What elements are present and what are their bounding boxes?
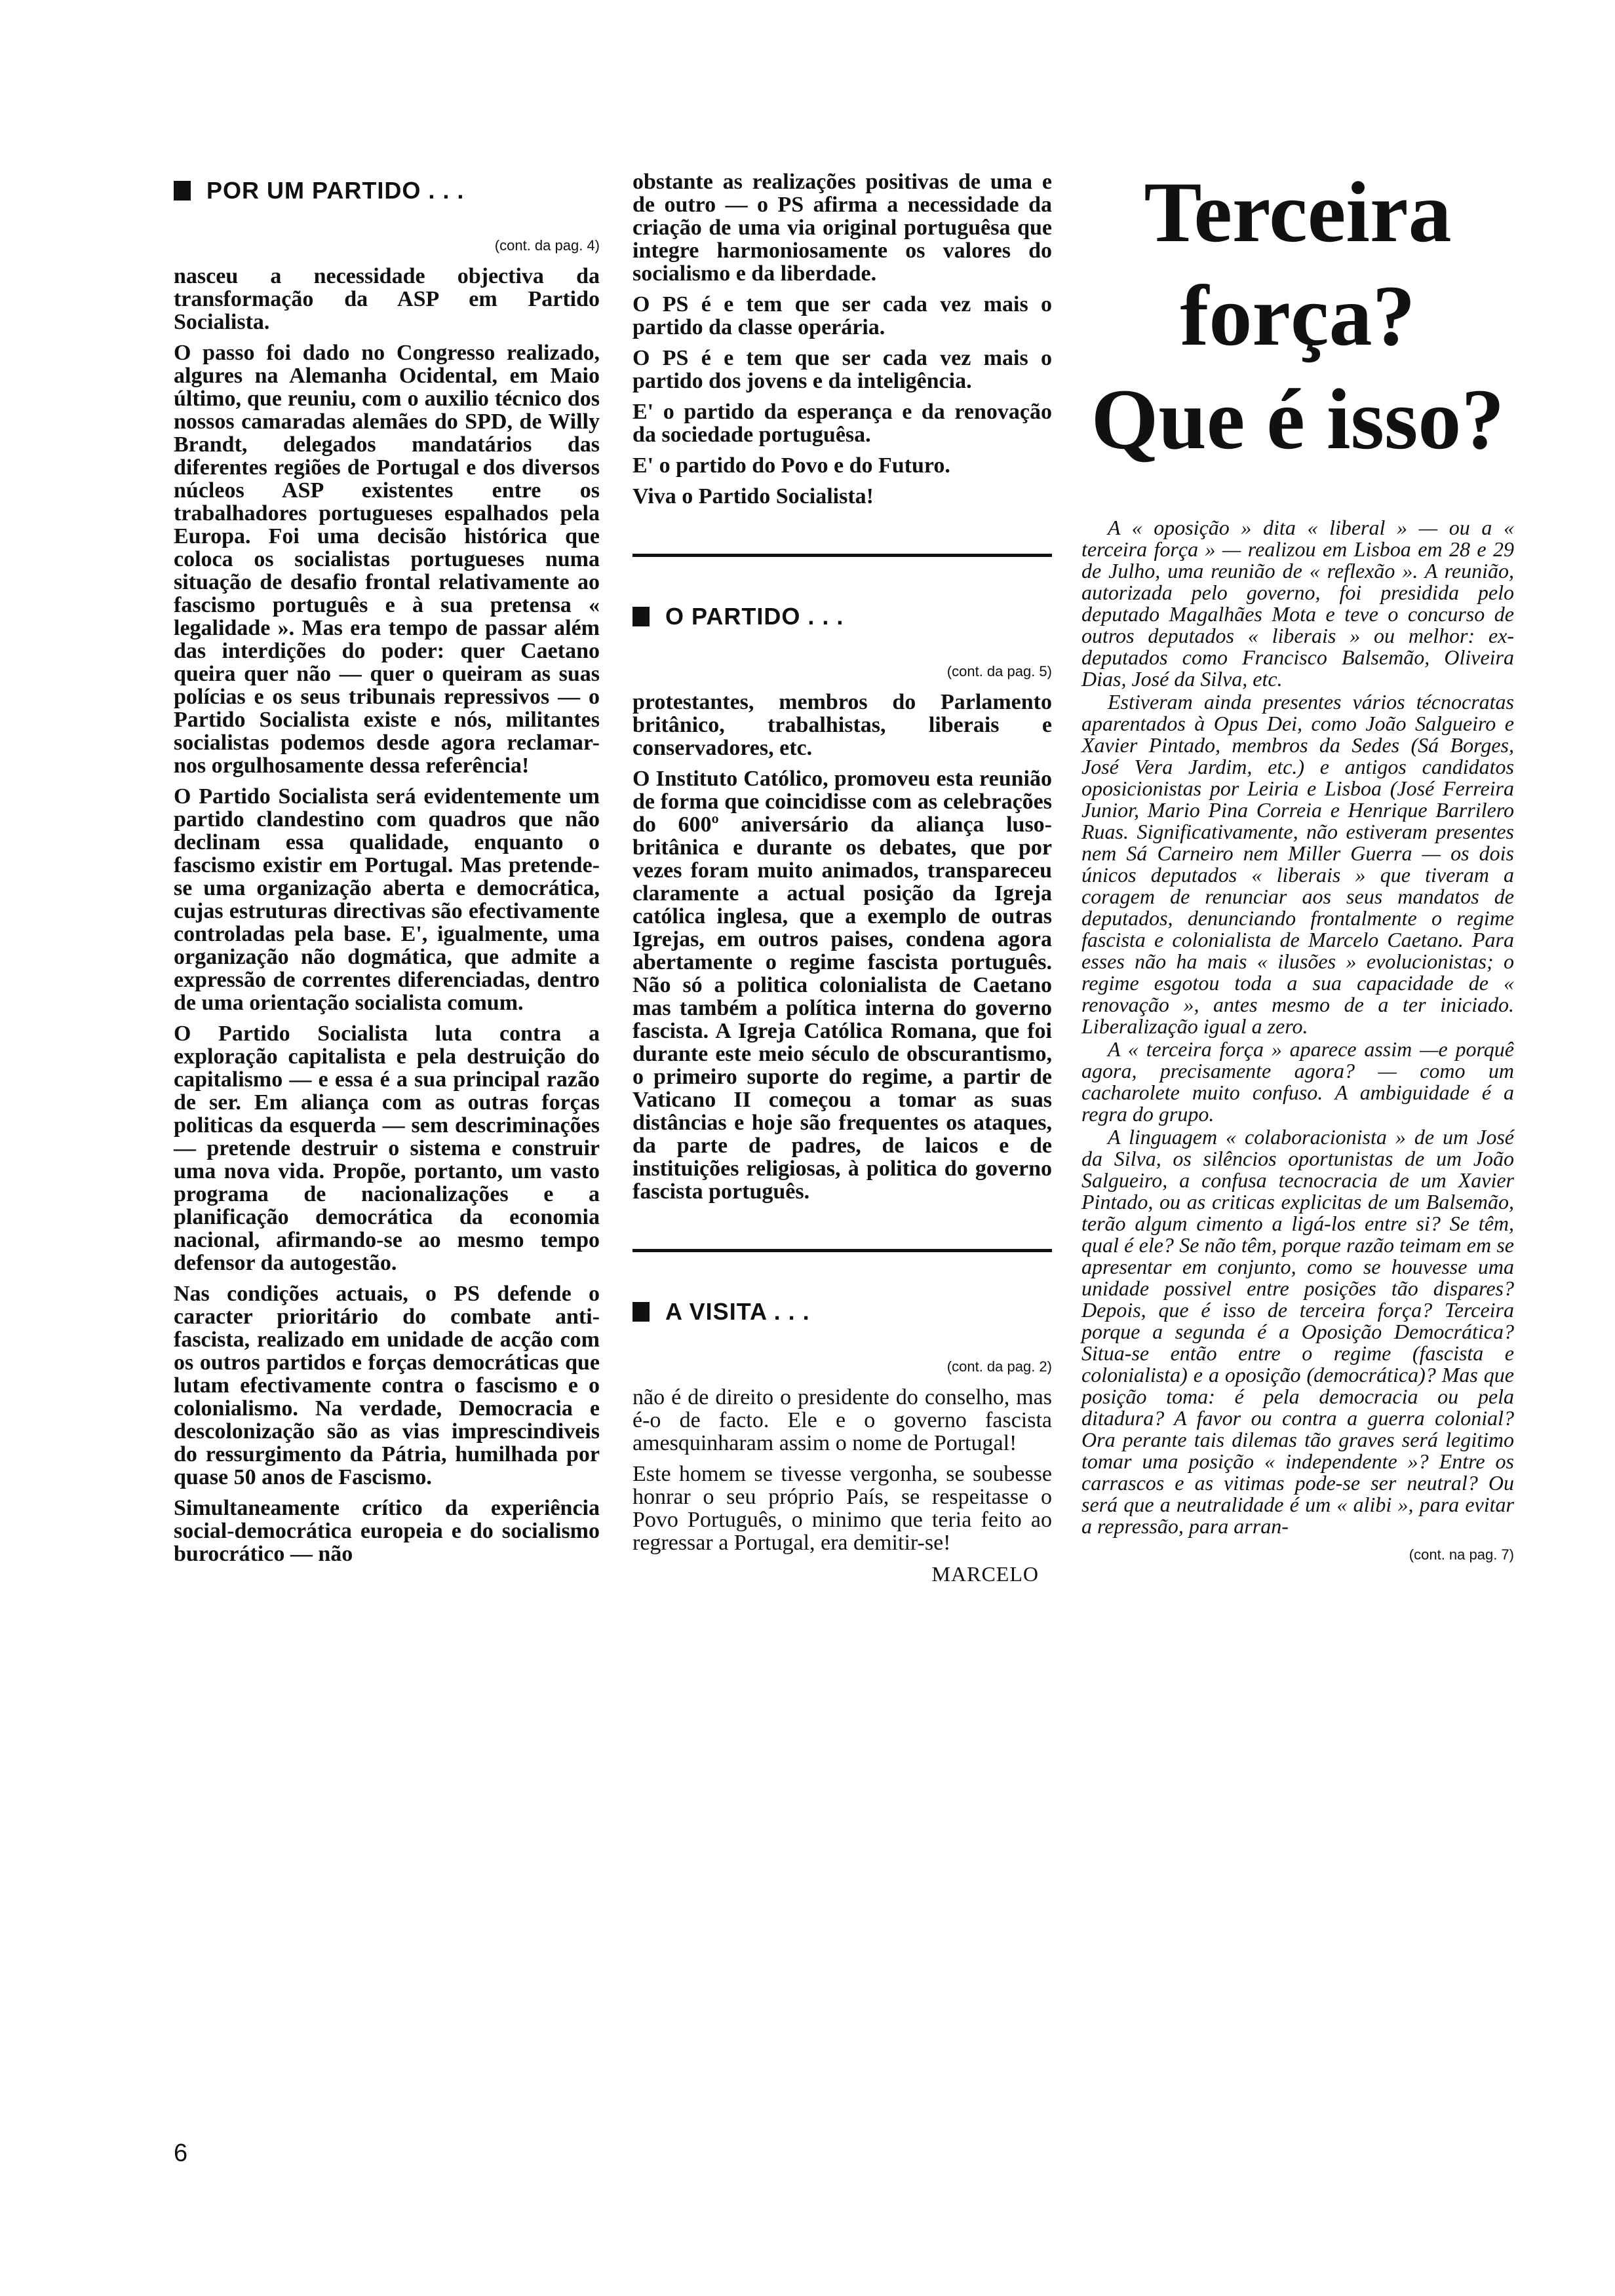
paragraph: O Instituto Católico, promoveu esta reunião de forma que coincidisse com as celebrações do 600º aniversário da aliança luso-britânica e durante os debates, que por vezes foram muito animados, transpareceu claramente a actual posição da Igreja católica inglesa, que a exemplo de outras Igrejas, em outros paises, condena agora abertamente o regime fascista português. Não só a politica colonialista de Caetano mas também a política interna do governo fascista. A Igreja Católica Romana, que foi durante este meio século de obscurantismo, o primeiro suporte do regime, a partir de Vaticano II começou a tomar as suas distâncias e hoje são frequentes os ataques, da parte de padres, de laicos e de instituições religiosas, à politica do governo fascista português. xyxy=(632,767,1052,1204)
paragraph: não é de direito o presidente do conselho, mas é-o de facto. Ele e o governo fascista amesquinharam assim o nome de Portugal! xyxy=(632,1385,1052,1455)
article-title xyxy=(1081,161,1514,471)
paragraph: O PS é e tem que ser cada vez mais o partido da classe operária. xyxy=(632,292,1052,339)
paragraph: Simultaneamente crítico da experiência social-democrática europeia e do socialismo burocrático — não xyxy=(174,1496,600,1566)
paragraph: Estiveram ainda presentes vários técnocratas aparentados à Opus Dei, como João Salgueiro e Xavier Pintado, membros da Sedes (Sá Borges, José Vera Jardim, etc.) e antigos candidatos oposicionistas por Leiria e Lisboa (José Ferreira Junior, Mario Pina Correia e Henrique Barrilero Ruas. Significativamente, não estiveram presentes nem Sá Carneiro nem Miller Guerra — os dois únicos deputados « liberais » que tiveram a coragem de renunciar aos seus mandatos de deputados, denunciando frontalmente o regime fascista e colonialista de Marcelo Caetano. Para esses não ha mais « ilusões » evolucionistas; o regime esgotou toda a sua capacidade de « renovação », antes mesmo de a ter iniciado. Liberalização igual a zero. xyxy=(1081,690,1514,1038)
section-heading-o-partido: O PARTIDO . . . xyxy=(632,603,1052,630)
continued-on-note: (cont. na pag. 7) xyxy=(1409,1546,1514,1563)
title-line: Terceira xyxy=(1144,164,1452,260)
paragraph: A linguagem « colaboracionista » de um José da Silva, os silêncios oportunistas de um João Salgueiro, a confusa tecnocracia de um Xavier Pintado, ou as criticas explicitas de um Balsemão, terão algum cimento a ligá-los entre si? Se têm, qual é ele? Se não têm, porque razão teimam em se apresentar em conjunto, como se houvesse uma unidade possivel entre posições tão dispares? Depois, que é isso de terceira força? Terceira porque a segunda é a Oposição Democrática? Situa-se então entre o regime (fascista e colonialista) e a oposição (democrática)? Mas que posição toma: é pela democracia ou pela ditadura? A favor ou contra a guerra colonial? Ora perante tais dilemas tão graves será legitimo tomar uma posição « independente »? Entre os carrascos e as vitimas pode-se ser neutral? Ou será que a neutralidade é um « alibi », para evitar a repressão, para arran- xyxy=(1081,1125,1514,1538)
paragraph: nasceu a necessidade objectiva da transformação da ASP em Partido Socialista. xyxy=(174,264,600,334)
paragraph: A « oposição » dita « liberal » — ou a « terceira força » — realizou em Lisboa em 28 e 29 de Julho, uma reunião de « reflexão ». A reunião, autorizada pelo governo, foi presidida pelo deputado Magalhães Mota e teve o concurso de outros deputados « liberais » ou melhor: ex-deputados como Francisco Balsemão, Oliveira Dias, José da Silva, etc. xyxy=(1081,516,1514,691)
paragraph: Viva o Partido Socialista! xyxy=(632,484,874,508)
page-number: 6 xyxy=(174,2139,188,2167)
section-heading-a-visita: A VISITA . . . xyxy=(632,1298,1052,1326)
square-bullet-icon xyxy=(632,1302,650,1322)
paragraph: E' o partido da esperança e da renovação da sociedade portuguêsa. xyxy=(632,400,1052,447)
column-right xyxy=(1081,161,1514,1574)
article-body xyxy=(632,691,1052,1203)
continued-from-note: (cont. da pag. 5) xyxy=(946,663,1052,679)
paragraph: O Partido Socialista luta contra a exploração capitalista e pela destruição do capitalismo — e essa é a sua principal razão de ser. Em aliança com as outras forças politicas da esquerda — sem descriminações — pretende destruir o sistema e construir uma nova vida. Propõe, portanto, um vasto programa de nacionalizações e a planificação democrática da economia nacional, afirmando-se ao mesmo tempo defensor da autogestão. xyxy=(174,1022,600,1275)
section-heading-por-um-partido: POR UM PARTIDO . . . xyxy=(174,177,600,204)
title-line: Que é isso? xyxy=(1091,371,1505,467)
paragraph: obstante as realizações positivas de uma e de outro — o PS afirma a necessidade da criação de uma via original portuguêsa que integre harmoniosamente os valores do socialismo e da liberdade. xyxy=(632,170,1052,286)
square-bullet-icon xyxy=(174,181,191,201)
paragraph: O PS é e tem que ser cada vez mais o partido dos jovens e da inteligência. xyxy=(632,346,1052,393)
article-body-continued xyxy=(632,170,1052,508)
article-body xyxy=(632,1386,1052,1554)
paragraph: O Partido Socialista será evidentemente um partido clandestino com quadros que não declinam essa qualidade, enquanto o fascismo existir em Portugal. Mas pretende-se uma organização aberta e democrática, cujas estruturas directivas são efectivamente controladas pela base. E', igualmente, uma organização não dogmática, que admite a expressão de correntes diferenciadas, dentro de uma orientação socialista comum. xyxy=(174,784,600,1015)
paragraph: E' o partido do Povo e do Futuro. xyxy=(632,453,950,478)
paragraph: protestantes, membros do Parlamento britânico, trabalhistas, liberais e conservadores, etc. xyxy=(632,690,1052,760)
column-left xyxy=(174,170,600,1573)
paragraph: Este homem se tivesse vergonha, se soubesse honrar o seu próprio País, se respeitasse o Povo Português, o minimo que teria feito ao regressar a Portugal, era demitir-se! xyxy=(632,1462,1052,1555)
column-middle xyxy=(632,170,1052,1586)
paragraph: A « terceira força » aparece assim —e porquê agora, precisamente agora? — como um cacharolete muito confuso. A ambiguidade é a regra do grupo. xyxy=(1081,1037,1514,1126)
paragraph: O passo foi dado no Congresso realizado, algures na Alemanha Ocidental, em Maio último, que reuniu, com o auxilio técnico dos nossos camaradas alemães do SPD, de Willy Brandt, delegados mandatários das diferentes regiões de Portugal e dos diversos núcleos ASP existentes entre os trabalhadores portugueses espalhados pela Europa. Foi uma decisão histórica que coloca os socialistas portugueses numa situação de desafio frontal relativamente ao fascismo português e à sua pretensa « legalidade ». Mas era tempo de passar além das interdições do poder: quer Caetano queira quer não — quer o queiram as suas polícias e os seus tribunais repressivos — o Partido Socialista existe e nós, militantes socialistas podemos desde agora reclamar-nos orgulhosamente dessa referência! xyxy=(174,341,600,778)
section-divider xyxy=(632,1249,1052,1252)
title-line: força? xyxy=(1180,267,1416,364)
article-body xyxy=(1081,517,1514,1537)
continued-from-note: (cont. da pag. 2) xyxy=(946,1358,1052,1375)
continued-from-note: (cont. da pag. 4) xyxy=(494,237,600,254)
article-body xyxy=(174,265,600,1565)
author-signature: MARCELO xyxy=(931,1562,1039,1586)
section-divider xyxy=(632,554,1052,557)
paragraph: Nas condições actuais, o PS defende o caracter prioritário do combate anti-fascista, realizado em unidade de acção com os outros partidos e forças democráticas que lutam efectivamente contra o fascismo e o colonialismo. Na verdade, Democracia e descolonização são as vias imprescindiveis do ressurgimento da Pátria, humilhada por quase 50 anos de Fascismo. xyxy=(174,1282,600,1489)
square-bullet-icon xyxy=(632,607,650,626)
